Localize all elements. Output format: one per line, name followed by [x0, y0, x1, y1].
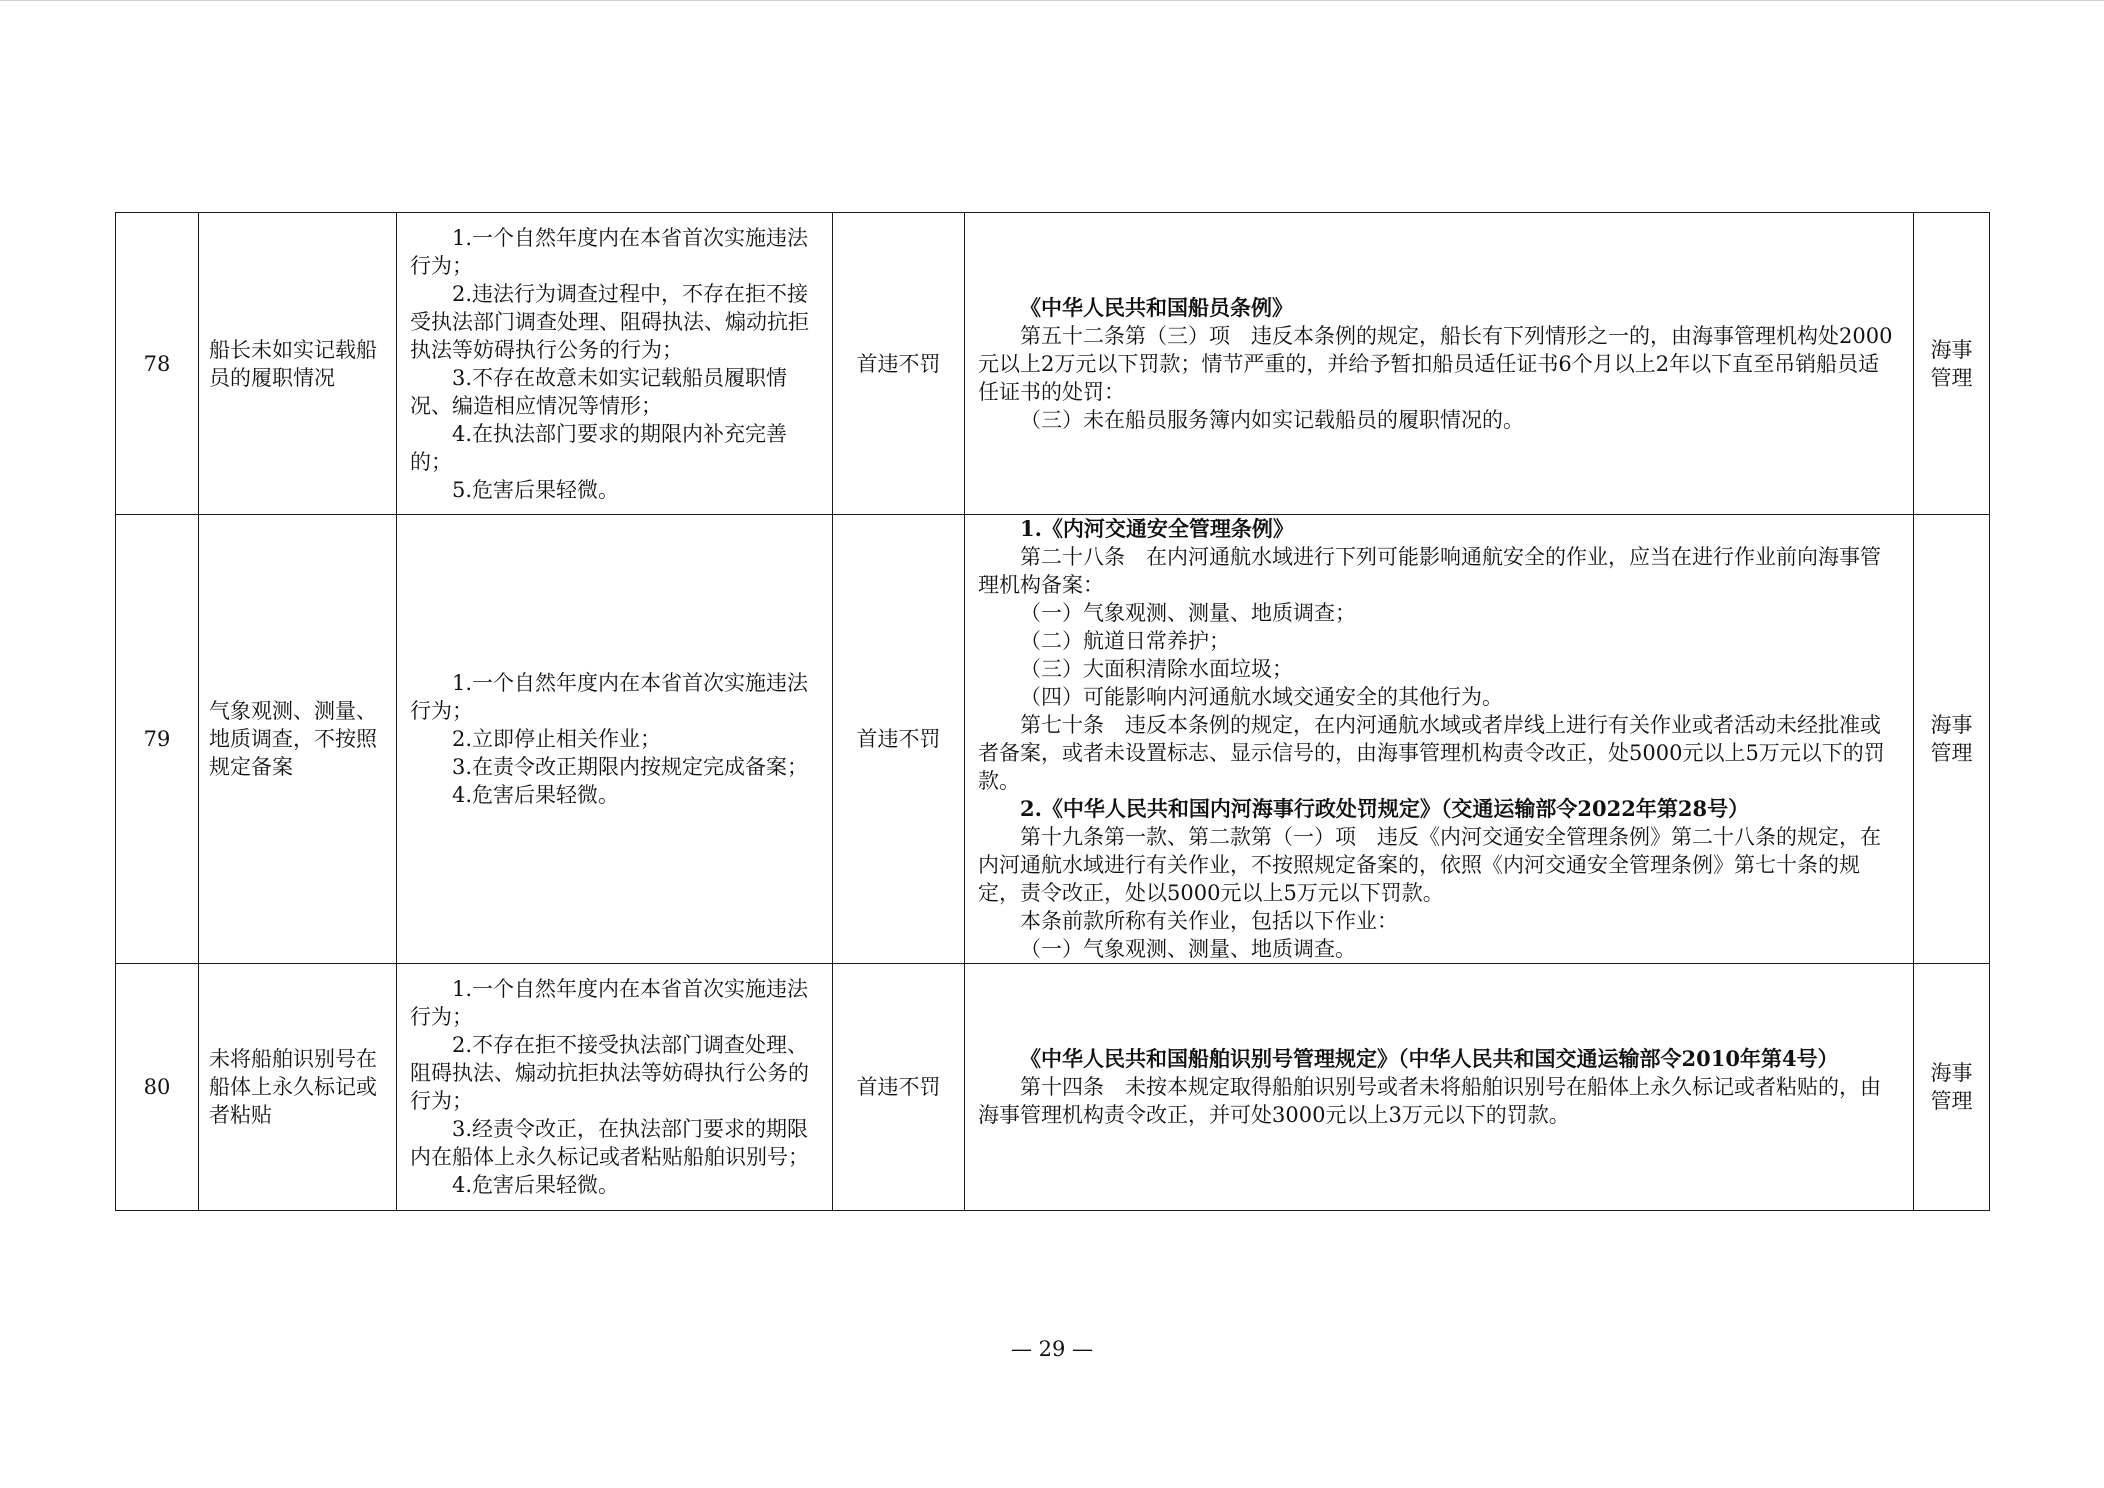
page-number: — 29 — — [1010, 1337, 1094, 1361]
condition-line: 4.危害后果轻微。 — [452, 1173, 620, 1197]
condition-line: 4.在执法部门要求的期限内补充完善的； — [410, 421, 788, 474]
law-article: 第五十二条第（三）项 违反本条例的规定，船长有下列情形之一的，由海事管理机构处2000元以上2万元以下罚款；情节严重的，并给予暂扣船员适任证书6个月以上2年以下直至吊销船员适任证书的处罚： — [978, 323, 1893, 404]
law-title: 2.《中华人民共和国内河海事行政处罚规定》（交通运输部令2022年第28号） — [1020, 796, 1750, 821]
condition-line: 4.危害后果轻微。 — [452, 783, 620, 807]
condition-line: 2.立即停止相关作业； — [452, 727, 662, 751]
law-article: 第七十条 违反本条例的规定，在内河通航水域或者岸线上进行有关作业或者活动未经批准或者备案，或者未设置标志、显示信号的，由海事管理机构责令改正，处5000元以上5万元以下的罚款。 — [978, 713, 1885, 793]
law-article: （三）大面积清除水面垃圾； — [1020, 657, 1293, 681]
condition-line: 3.在责令改正期限内按规定完成备案； — [452, 755, 809, 779]
department-label: 海事管理 — [1930, 1061, 1973, 1113]
department-cell — [1914, 213, 1990, 515]
department-label: 海事管理 — [1930, 337, 1973, 390]
department-label: 海事管理 — [1930, 713, 1973, 765]
law-title: 《中华人民共和国船员条例》 — [1020, 294, 1293, 320]
table-row — [116, 515, 1990, 964]
table-row — [116, 964, 1990, 1211]
law-title: 1.《内河交通安全管理条例》 — [1020, 516, 1294, 541]
penalty-result: 首违不罚 — [833, 213, 965, 515]
legal-basis — [965, 515, 1914, 964]
penalty-result: 首违不罚 — [833, 964, 965, 1211]
law-article: （二）航道日常养护； — [1020, 629, 1230, 653]
law-article: （一）气象观测、测量、地质调查； — [1020, 601, 1356, 625]
law-title: 《中华人民共和国船舶识别号管理规定》（中华人民共和国交通运输部令2010年第4号） — [1020, 1046, 1839, 1071]
department-cell — [1914, 964, 1990, 1211]
exemption-conditions — [397, 515, 833, 964]
violation-item — [199, 964, 397, 1211]
condition-line: 1.一个自然年度内在本省首次实施违法行为； — [410, 225, 809, 278]
condition-line: 3.经责令改正，在执法部门要求的期限内在船体上永久标记或者粘贴船舶识别号； — [410, 1117, 809, 1169]
legal-basis — [965, 964, 1914, 1211]
violation-item-text: 气象观测、测量、地质调查，不按照规定备案 — [209, 699, 377, 779]
exemption-conditions — [397, 964, 833, 1211]
condition-line: 1.一个自然年度内在本省首次实施违法行为； — [410, 977, 809, 1029]
row-number: 78 — [116, 213, 199, 515]
law-article: 本条前款所称有关作业，包括以下作业： — [1020, 909, 1398, 933]
law-article: 第十四条 未按本规定取得船舶识别号或者未将船舶识别号在船体上永久标记或者粘贴的，由海事管理机构责令改正，并可处3000元以上3万元以下的罚款。 — [978, 1075, 1881, 1127]
condition-line: 1.一个自然年度内在本省首次实施违法行为； — [410, 671, 809, 723]
penalty-result: 首违不罚 — [833, 515, 965, 964]
law-article: （三）未在船员服务簿内如实记载船员的履职情况的。 — [1020, 407, 1524, 432]
condition-line: 3.不存在故意未如实记载船员履职情况、编造相应情况等情形； — [410, 365, 788, 418]
table-row — [116, 213, 1990, 515]
exemption-conditions — [397, 213, 833, 515]
department-cell — [1914, 515, 1990, 964]
row-number: 80 — [116, 964, 199, 1211]
law-article: 第十九条第一款、第二款第（一）项 违反《内河交通安全管理条例》第二十八条的规定，在内河通航水域进行有关作业，不按照规定备案的，依照《内河交通安全管理条例》第七十条的规定，责令改正，处以5000元以上5万元以下罚款。 — [978, 825, 1881, 905]
violation-item — [199, 213, 397, 515]
condition-line: 2.不存在拒不接受执法部门调查处理、阻碍执法、煽动抗拒执法等妨碍执行公务的行为； — [410, 1033, 809, 1113]
law-article: 第二十八条 在内河通航水域进行下列可能影响通航安全的作业，应当在进行作业前向海事管理机构备案： — [978, 545, 1881, 597]
law-article: （四）可能影响内河通航水域交通安全的其他行为。 — [1020, 685, 1503, 709]
top-edge-rule — [0, 0, 2104, 1]
violation-item-text: 船长未如实记载船员的履职情况 — [209, 337, 377, 390]
condition-line: 2.违法行为调查过程中，不存在拒不接受执法部门调查处理、阻碍执法、煽动抗拒执法等妨碍执行公务的行为； — [410, 281, 809, 362]
violation-item-text: 未将船舶识别号在船体上永久标记或者粘贴 — [209, 1047, 377, 1127]
legal-basis — [965, 213, 1914, 515]
row-number: 79 — [116, 515, 199, 964]
condition-line: 5.危害后果轻微。 — [452, 477, 620, 502]
violation-item — [199, 515, 397, 964]
regulation-table — [115, 212, 1990, 1211]
law-article: （一）气象观测、测量、地质调查。 — [1020, 937, 1356, 961]
